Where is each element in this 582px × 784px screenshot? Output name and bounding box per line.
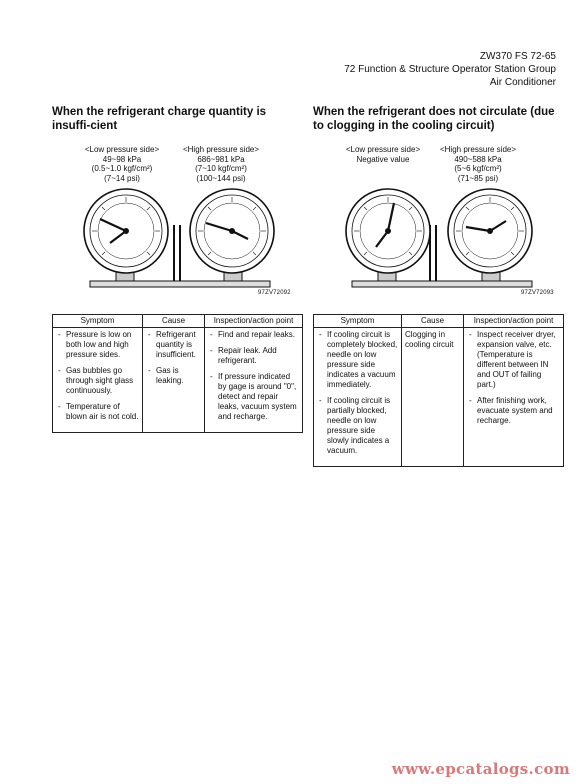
left-high-pressure-label: <High pressure side> 686~981 kPa (7~10 kgf/cm²) (100~144 psi)	[182, 145, 260, 183]
right-gauge-illustration	[332, 185, 554, 297]
list-item: - Temperature of blown air is not cold.	[56, 402, 139, 422]
list-item: - If cooling circuit is partially blocked, needle on low pressure side slowly indicates a vacuum.	[317, 396, 398, 456]
header-action: Inspection/action point	[205, 315, 303, 328]
section-title-no-circulation: When the refrigerant does not circulate (due to clogging in the cooling circuit)	[313, 106, 555, 132]
right-symptom-table	[313, 314, 564, 467]
right-figure-code: 97ZV72093	[521, 290, 554, 296]
header-symptom: Symptom	[53, 315, 143, 328]
watermark: www.epcatalogs.com	[391, 760, 570, 778]
right-high-pressure-label: <High pressure side> 490~588 kPa (5~6 kgf/cm²) (71~85 psi)	[439, 145, 517, 183]
topic-name: Air Conditioner	[489, 77, 556, 88]
header-cause: Cause	[143, 315, 205, 328]
cause-cell	[143, 328, 205, 433]
list-item: - Inspect receiver dryer, expansion valve, etc. (Temperature is different between IN and OUT of failing part.)	[467, 330, 560, 390]
left-figure-code: 97ZV72092	[258, 290, 291, 296]
list-item: - Gas bubbles go through sight glass continuously.	[56, 366, 139, 396]
doc-code: ZW370 FS 72-65	[479, 51, 556, 62]
left-symptom-table	[52, 314, 303, 433]
right-low-pressure-label: <Low pressure side> Negative value	[345, 145, 421, 164]
list-item: - Find and repair leaks.	[208, 330, 299, 340]
list-item: - Refrigerant quantity is insufficient.	[146, 330, 201, 360]
action-cell	[205, 328, 303, 433]
cause-text: Clogging in cooling circuit	[405, 330, 454, 349]
section-title-insufficient-charge: When the refrigerant charge quantity is insuffi-cient	[52, 106, 267, 132]
page-header	[344, 50, 556, 89]
list-item: - After finishing work, evacuate system and recharge.	[467, 396, 560, 426]
symptom-cell	[314, 328, 402, 467]
left-gauge-illustration	[70, 185, 292, 297]
left-low-pressure-label: <Low pressure side> 49~98 kPa (0.5~1.0 kgf/cm²) (7~14 psi)	[84, 145, 160, 183]
list-item: - Pressure is low on both low and high pressure sides.	[56, 330, 139, 360]
list-item: - If pressure indicated by gage is around "0", detect and repair leaks, vacuum system and recharge.	[208, 372, 299, 422]
list-item: - Gas is leaking.	[146, 366, 201, 386]
list-item: - Repair leak. Add refrigerant.	[208, 346, 299, 366]
action-cell	[464, 328, 564, 467]
header-symptom: Symptom	[314, 315, 402, 328]
list-item: - If cooling circuit is completely blocked, needle on low pressure side indicates a vacuum immediately.	[317, 330, 398, 390]
header-action: Inspection/action point	[464, 315, 564, 328]
cause-cell	[402, 328, 464, 467]
symptom-cell	[53, 328, 143, 433]
header-cause: Cause	[402, 315, 464, 328]
section-name: 72 Function & Structure Operator Station Group	[344, 64, 556, 75]
